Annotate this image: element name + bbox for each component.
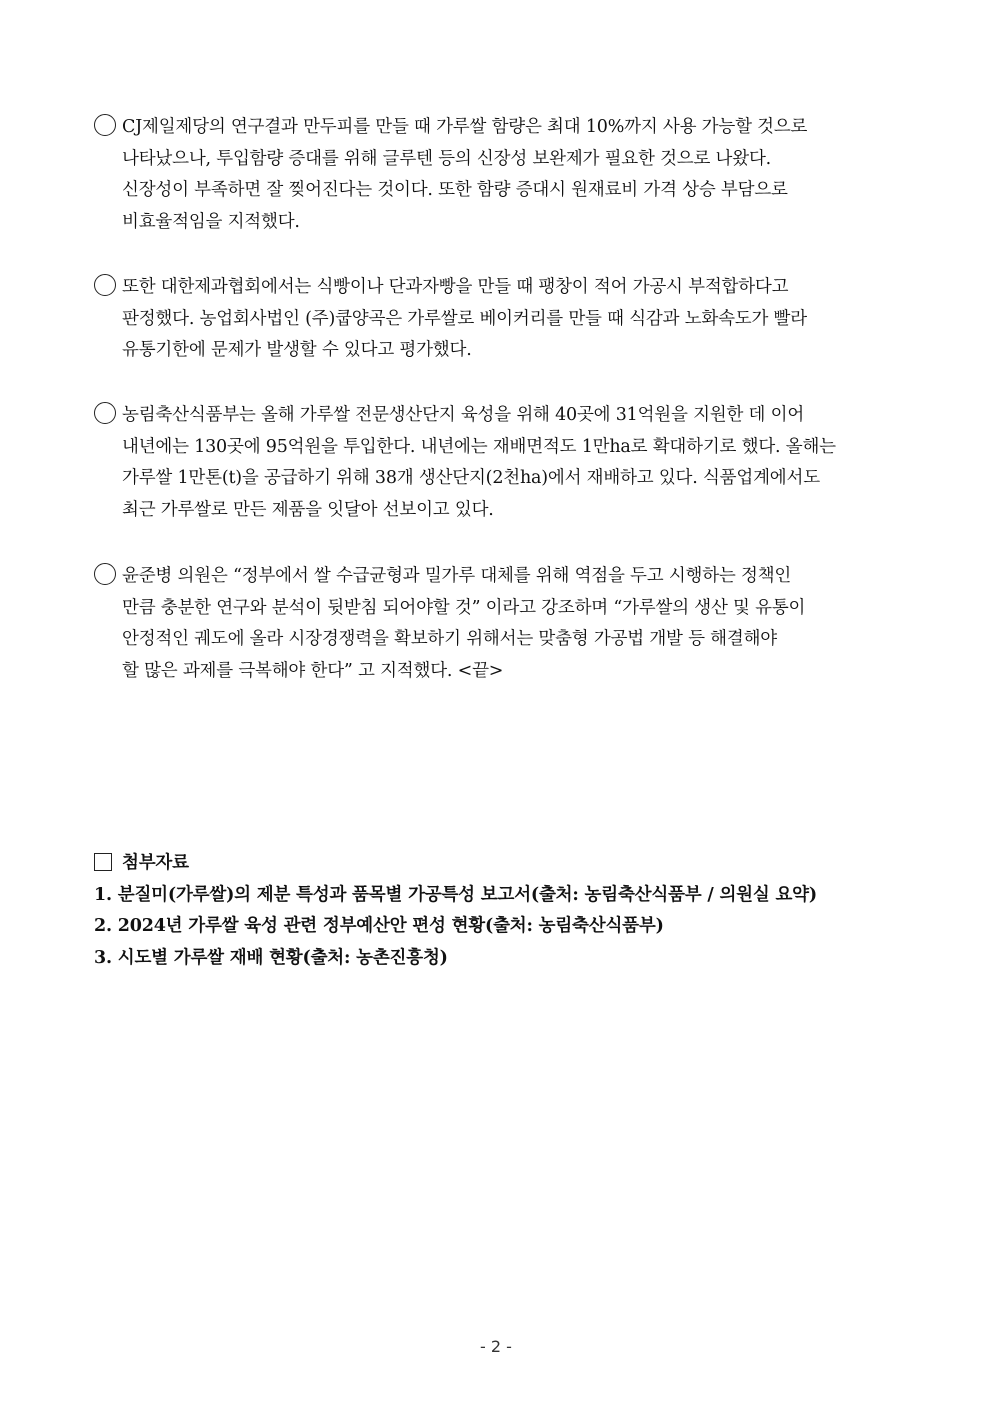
paragraph-line: 안정적인 궤도에 올라 시장경쟁력을 확보하기 위해서는 맞춤형 가공법 개발 등 해결해야 [122, 629, 778, 649]
attachment-item: 1. 분질미(가루쌀)의 제분 특성과 품목별 가공특성 보고서(출처: 농림축산식품부 / 의원실 요약) [94, 884, 817, 905]
paragraph-line: 나타났으나, 투입함량 증대를 위해 글루텐 등의 신장성 보완제가 필요한 것으로 나왔다. [122, 148, 772, 169]
paragraph-line: 할 많은 과제를 극복해야 한다” 고 지적했다. <끝> [122, 660, 504, 681]
paragraph-line: 비효율적임을 지적했다. [122, 211, 300, 232]
circle-bullet-icon [94, 274, 116, 296]
paragraph-lawmaker-quote [94, 561, 900, 687]
circle-bullet-icon [94, 114, 116, 136]
circle-bullet-icon [94, 563, 116, 585]
attachment-item: 2. 2024년 가루쌀 육성 관련 정부예산안 편성 현황(출처: 농림축산식품부) [94, 916, 664, 936]
paragraph-line: 판정했다. 농업회사법인 (주)쿱양곡은 가루쌀로 베이커리를 만들 때 식감과 노화속도가 빨라 [122, 308, 807, 329]
paragraph-bakery-association [94, 272, 900, 367]
page-number: - 2 - [480, 1337, 512, 1356]
paragraph-line: 만큼 충분한 연구와 분석이 뒷받침 되어야할 것” 이라고 강조하며 “가루쌀의 생산 및 유통이 [122, 597, 806, 618]
paragraph-ministry-support [94, 400, 900, 526]
paragraph-cj-research [94, 112, 900, 238]
paragraph-line: 윤준병 의원은 “정부에서 쌀 수급균형과 밀가루 대체를 위해 역점을 두고 시행하는 정책인 [122, 566, 792, 586]
paragraph-line: 유통기한에 문제가 발생할 수 있다고 평가했다. [122, 340, 472, 360]
paragraph-line: 신장성이 부족하면 잘 찢어진다는 것이다. 또한 함량 증대시 원재료비 가격 상승 부담으로 [122, 180, 788, 200]
paragraph-line: CJ제일제당의 연구결과 만두피를 만들 때 가루쌀 함량은 최대 10%까지 사용 가능할 것으로 [122, 117, 808, 137]
attachments-heading: 첨부자료 [122, 853, 189, 873]
attachments-section [94, 848, 914, 974]
paragraph-line: 가루쌀 1만톤(t)을 공급하기 위해 38개 생산단지(2천ha)에서 재배하고 있다. 식품업계에서도 [122, 468, 820, 488]
paragraph-line: 또한 대한제과협회에서는 식빵이나 단과자빵을 만들 때 팽창이 적어 가공시 부적합하다고 [122, 277, 789, 297]
attachment-item: 3. 시도별 가루쌀 재배 현황(출처: 농촌진흥청) [94, 947, 448, 968]
paragraph-line: 최근 가루쌀로 만든 제품을 잇달아 선보이고 있다. [122, 499, 494, 520]
paragraph-line: 내년에는 130곳에 95억원을 투입한다. 내년에는 재배면적도 1만ha로 확대하기로 했다. 올해는 [122, 436, 836, 457]
square-bullet-icon [94, 853, 112, 871]
paragraph-line: 농림축산식품부는 올해 가루쌀 전문생산단지 육성을 위해 40곳에 31억원을 지원한 데 이어 [122, 405, 805, 425]
circle-bullet-icon [94, 402, 116, 424]
